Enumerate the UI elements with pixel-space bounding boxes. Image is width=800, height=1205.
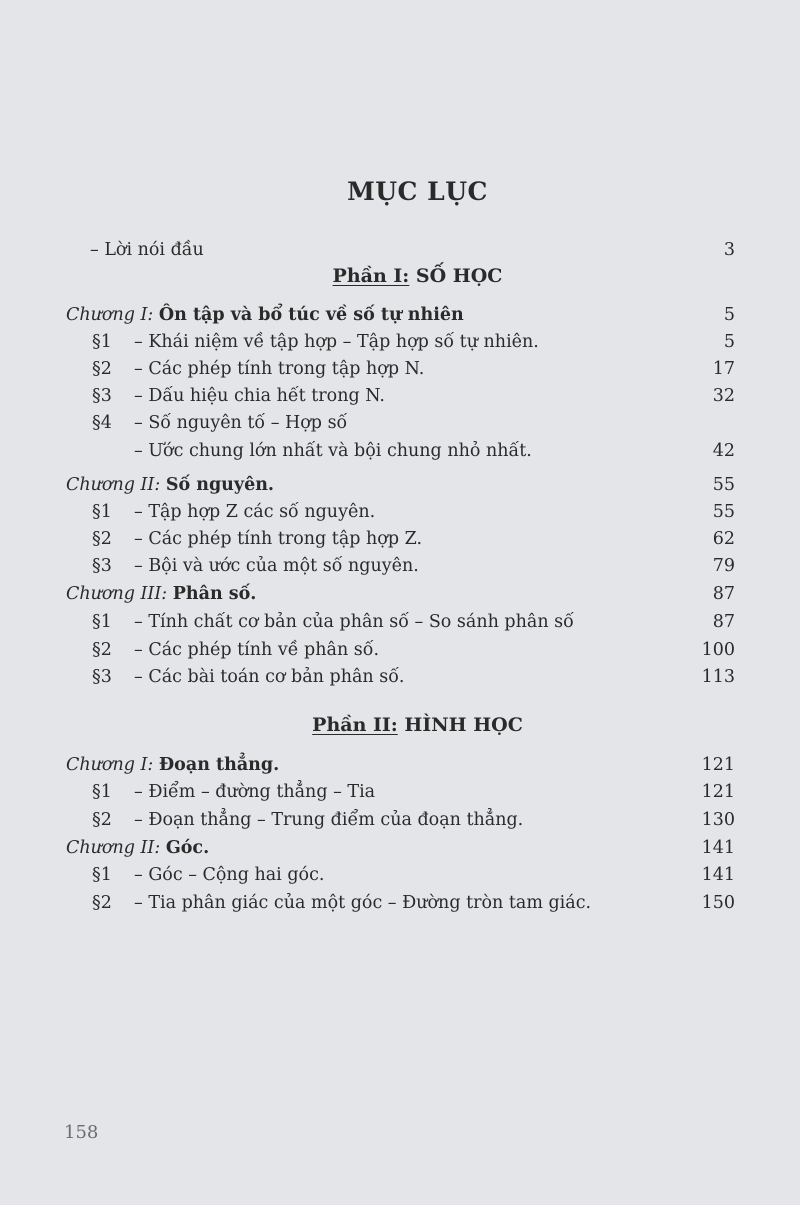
section-number: §2 (92, 359, 112, 379)
toc-section (0, 862, 800, 889)
toc-page-number: 113 (701, 667, 735, 687)
toc-section (0, 807, 800, 834)
section-title: – Các phép tính trong tập hợp N. (134, 359, 425, 379)
toc-section (0, 356, 800, 383)
toc-section (0, 526, 800, 553)
section-number: §2 (92, 640, 112, 660)
chapter-title: Phân số. (172, 584, 257, 604)
chapter-label: Chương III: (66, 584, 168, 604)
toc-chapter (0, 835, 800, 862)
toc-page-number: 87 (712, 584, 735, 604)
toc-page-number: 5 (723, 332, 735, 352)
toc-page-number: 121 (701, 782, 735, 802)
section-title: – Các bài toán cơ bản phân số. (134, 667, 405, 687)
toc-page-number: 5 (723, 305, 735, 325)
toc-section (0, 609, 800, 636)
toc-chapter (0, 302, 800, 329)
part-name: SỐ HỌC (415, 265, 503, 287)
section-number: §3 (92, 556, 112, 576)
toc-section (0, 890, 800, 917)
toc-chapter (0, 581, 800, 608)
chapter-label: Chương II: (66, 475, 161, 495)
chapter-title: Góc. (165, 838, 210, 858)
section-title: – Các phép tính về phân số. (134, 640, 380, 660)
section-number: §1 (92, 502, 112, 522)
page-number: 158 (64, 1122, 99, 1143)
toc-entry-preface (0, 237, 800, 264)
toc-page-number: 17 (712, 359, 735, 379)
toc-page-number: 55 (712, 502, 735, 522)
section-title: – Bội và ước của một số nguyên. (134, 556, 419, 576)
section-number: §1 (92, 332, 112, 352)
part-label: Phần II: (312, 714, 398, 736)
part-heading-2 (0, 714, 800, 736)
toc-section-continuation (0, 438, 800, 465)
part-heading-1 (0, 265, 800, 287)
section-number: §2 (92, 893, 112, 913)
section-number: §3 (92, 386, 112, 406)
toc-page-number: 100 (701, 640, 735, 660)
toc-page-number: 130 (701, 810, 735, 830)
section-number: §4 (92, 413, 112, 433)
page-title: MỤC LỤC (347, 177, 488, 206)
toc-page-number: 42 (712, 441, 735, 461)
toc-page-number: 62 (712, 529, 735, 549)
section-title: – Các phép tính trong tập hợp Z. (134, 529, 423, 549)
toc-section (0, 499, 800, 526)
chapter-label: Chương I: (66, 755, 154, 775)
section-number: §3 (92, 667, 112, 687)
toc-chapter (0, 472, 800, 499)
section-title: – Góc – Cộng hai góc. (134, 865, 325, 885)
section-title: – Tính chất cơ bản của phân số – So sánh phân số (134, 612, 574, 632)
chapter-title: Đoạn thẳng. (158, 755, 280, 775)
section-title: – Số nguyên tố – Hợp số (134, 413, 348, 433)
toc-section (0, 553, 800, 580)
toc-page-number: 87 (712, 612, 735, 632)
section-number: §1 (92, 782, 112, 802)
chapter-title: Số nguyên. (165, 475, 275, 495)
toc-page-number: 141 (701, 865, 735, 885)
toc-section (0, 779, 800, 806)
toc-section (0, 329, 800, 356)
toc-entry-label: – Lời nói đầu (90, 240, 204, 260)
toc-page-number: 79 (712, 556, 735, 576)
toc-page-number: 141 (701, 838, 735, 858)
chapter-label: Chương I: (66, 305, 154, 325)
chapter-label: Chương II: (66, 838, 161, 858)
toc-page-number: 3 (723, 240, 735, 260)
part-label: Phần I: (332, 265, 410, 287)
section-title: – Tia phân giác của một góc – Đường tròn tam giác. (134, 893, 592, 913)
section-title: – Khái niệm về tập hợp – Tập hợp số tự nhiên. (134, 332, 539, 352)
section-title: – Đoạn thẳng – Trung điểm của đoạn thẳng. (134, 810, 524, 830)
toc-section (0, 383, 800, 410)
part-name: HÌNH HỌC (404, 714, 523, 736)
toc-page-number: 150 (701, 893, 735, 913)
toc-page-number: 121 (701, 755, 735, 775)
toc-page-number: 55 (712, 475, 735, 495)
section-number: §2 (92, 529, 112, 549)
toc-page-number: 32 (712, 386, 735, 406)
section-title: – Tập hợp Z các số nguyên. (134, 502, 376, 522)
section-title: – Điểm – đường thẳng – Tia (134, 782, 376, 802)
toc-section (0, 664, 800, 691)
toc-section (0, 637, 800, 664)
section-number: §1 (92, 612, 112, 632)
section-title: – Dấu hiệu chia hết trong N. (134, 386, 385, 406)
section-title: – Ước chung lớn nhất và bội chung nhỏ nhất. (134, 441, 532, 461)
chapter-title: Ôn tập và bổ túc về số tự nhiên (158, 305, 464, 325)
toc-section (0, 410, 800, 437)
section-number: §1 (92, 865, 112, 885)
toc-chapter (0, 752, 800, 779)
section-number: §2 (92, 810, 112, 830)
